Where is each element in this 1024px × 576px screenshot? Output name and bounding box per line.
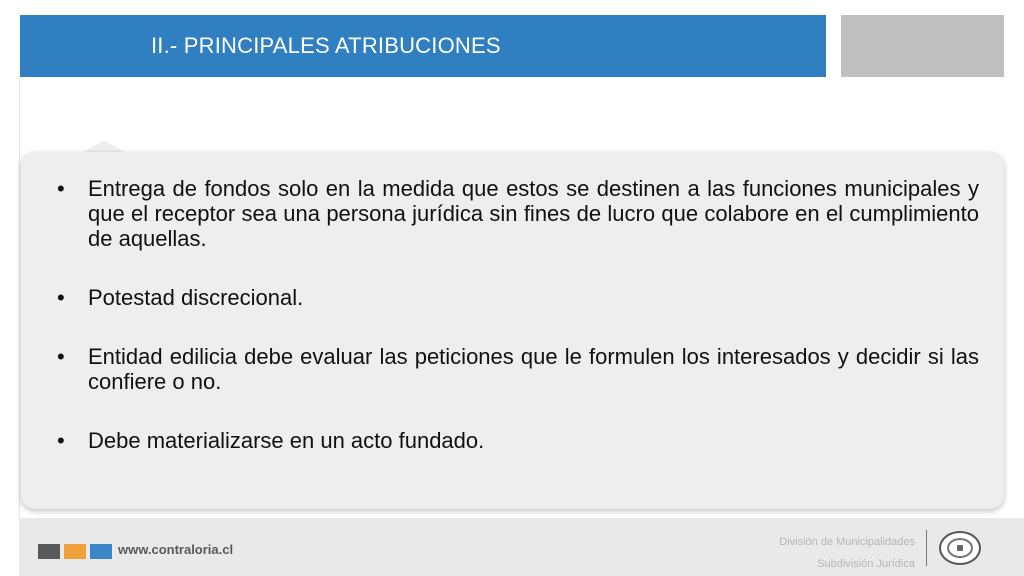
website-link[interactable]: www.contraloria.cl (118, 542, 234, 557)
footer-square-blue-icon (90, 544, 112, 559)
seal-emblem (957, 545, 963, 551)
page-title: II.- PRINCIPALES ATRIBUCIONES (151, 33, 501, 58)
bullet-item (57, 285, 979, 310)
institution-seal-icon (939, 531, 981, 565)
subdivision-label: Subdivisión Jurídica (817, 558, 915, 570)
bullet-text: Debe materializarse en un acto fundado. (88, 428, 485, 453)
seal-ring (947, 538, 973, 558)
footer-divider (926, 530, 927, 566)
department-labels (779, 531, 915, 575)
bullet-text: Potestad discrecional. (88, 285, 304, 310)
bullet-item (57, 428, 979, 453)
bullet-dot-icon: • (57, 176, 65, 201)
bullet-text: Entidad edilicia debe evaluar las peticiones que le formulen los interesados y decidir si las confiere o no. (88, 344, 979, 394)
footer-square-orange-icon (64, 544, 86, 559)
bullet-item (57, 176, 979, 251)
bullet-list (57, 176, 979, 453)
corner-decoration-box (841, 15, 1004, 77)
bullet-dot-icon: • (57, 344, 65, 369)
left-divider-line (19, 78, 20, 518)
division-label: División de Municipalidades (779, 536, 915, 548)
title-bar (20, 15, 826, 77)
bullet-item (57, 344, 979, 394)
bullet-dot-icon: • (57, 428, 65, 453)
footer-bar (19, 518, 1024, 576)
bullet-dot-icon: • (57, 285, 65, 310)
footer-square-dark-icon (38, 544, 60, 559)
bullet-text: Entrega de fondos solo en la medida que estos se destinen a las funciones municipales y que el receptor sea una persona jurídica sin fines de lucro que colabore en el cumplimiento de aquellas. (88, 176, 979, 251)
